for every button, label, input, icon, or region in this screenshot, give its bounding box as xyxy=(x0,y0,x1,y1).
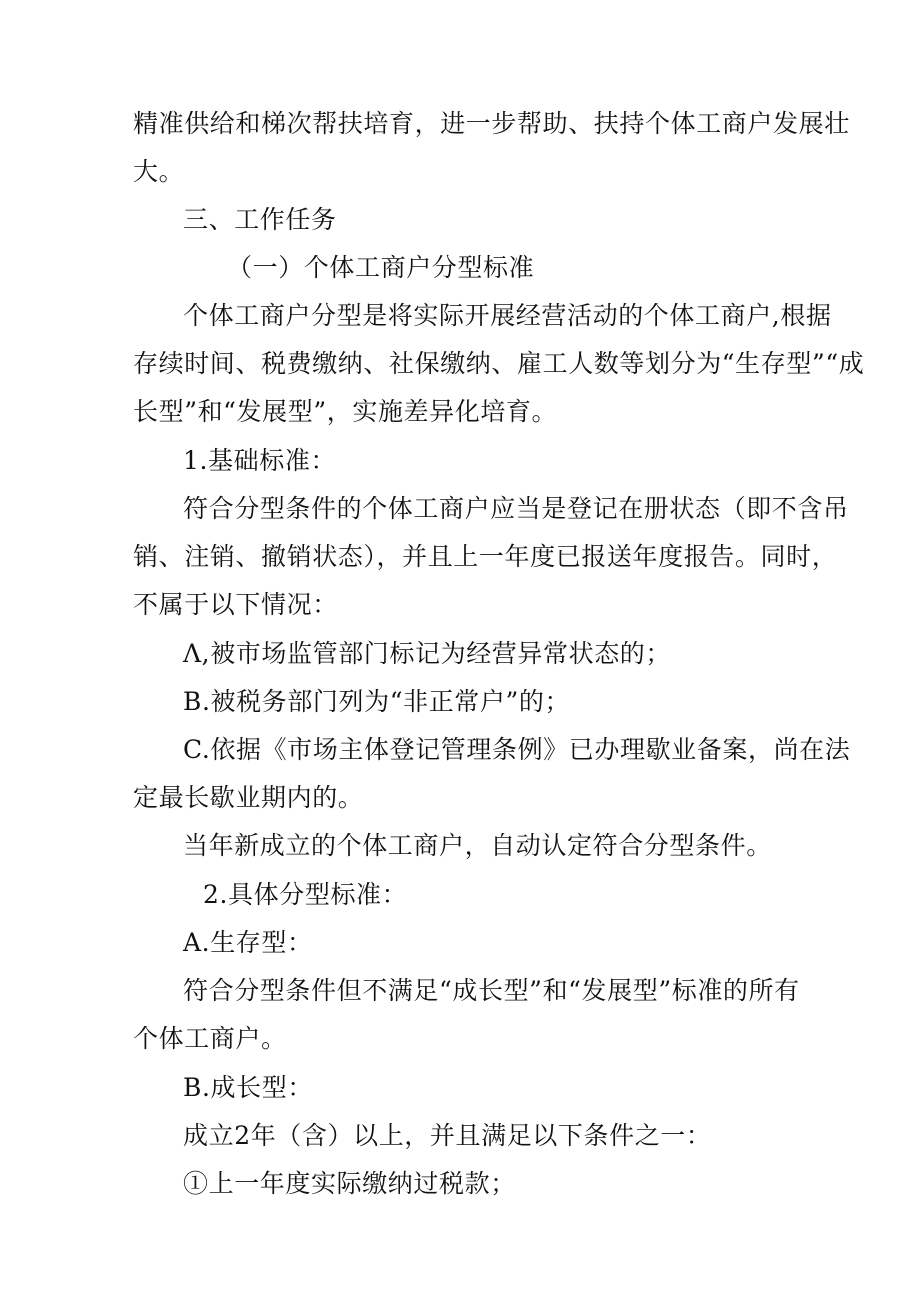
list-item: C.依据《市场主体登记管理条例》已办理歇业备案，尚在法 xyxy=(183,735,851,764)
type-heading: B.成长型： xyxy=(183,1073,313,1102)
list-heading: 1.基础标准： xyxy=(183,446,337,475)
paragraph-line: 个体工商户分型是将实际开展经营活动的个体工商户,根据 xyxy=(183,301,832,330)
paragraph-line: 精准供给和梯次帮扶培育，进一步帮助、扶持个体工商户发展壮 xyxy=(133,109,850,138)
list-heading: 2.具体分型标准： xyxy=(203,880,408,909)
list-item: Λ,被市场监管部门标记为经营异常状态的； xyxy=(183,639,672,668)
paragraph-line: 成立2年（含）以上，并且满足以下条件之一： xyxy=(183,1121,712,1150)
paragraph-line: 销、注销、撤销状态），并且上一年度已报送年度报告。同时， xyxy=(133,542,838,571)
type-heading: A.生存型： xyxy=(183,928,313,957)
subsection-heading: （一）个体工商户分型标准 xyxy=(227,253,535,282)
list-item: B.被税务部门列为“非正常户”的； xyxy=(183,687,571,716)
paragraph-line: 符合分型条件但不满足“成长型”和“发展型”标准的所有 xyxy=(183,976,800,1005)
list-item-continuation: 定最长歇业期内的。 xyxy=(133,783,364,812)
paragraph-line: 个体工商户。 xyxy=(133,1024,287,1053)
list-item: ①上一年度实际缴纳过税款； xyxy=(183,1169,516,1198)
paragraph-line: 长型”和“发展型”，实施差异化培育。 xyxy=(133,397,558,426)
paragraph-line: 当年新成立的个体工商户，自动认定符合分型条件。 xyxy=(183,831,772,860)
paragraph-line: 符合分型条件的个体工商户应当是登记在册状态（即不含吊 xyxy=(183,494,849,523)
paragraph-line: 不属于以下情况： xyxy=(133,590,338,619)
paragraph-line: 大。 xyxy=(133,157,185,186)
paragraph-line: 存续时间、税费缴纳、社保缴纳、雇工人数等划分为“生存型”“成 xyxy=(133,349,865,378)
section-heading: 三、工作任务 xyxy=(183,205,337,234)
